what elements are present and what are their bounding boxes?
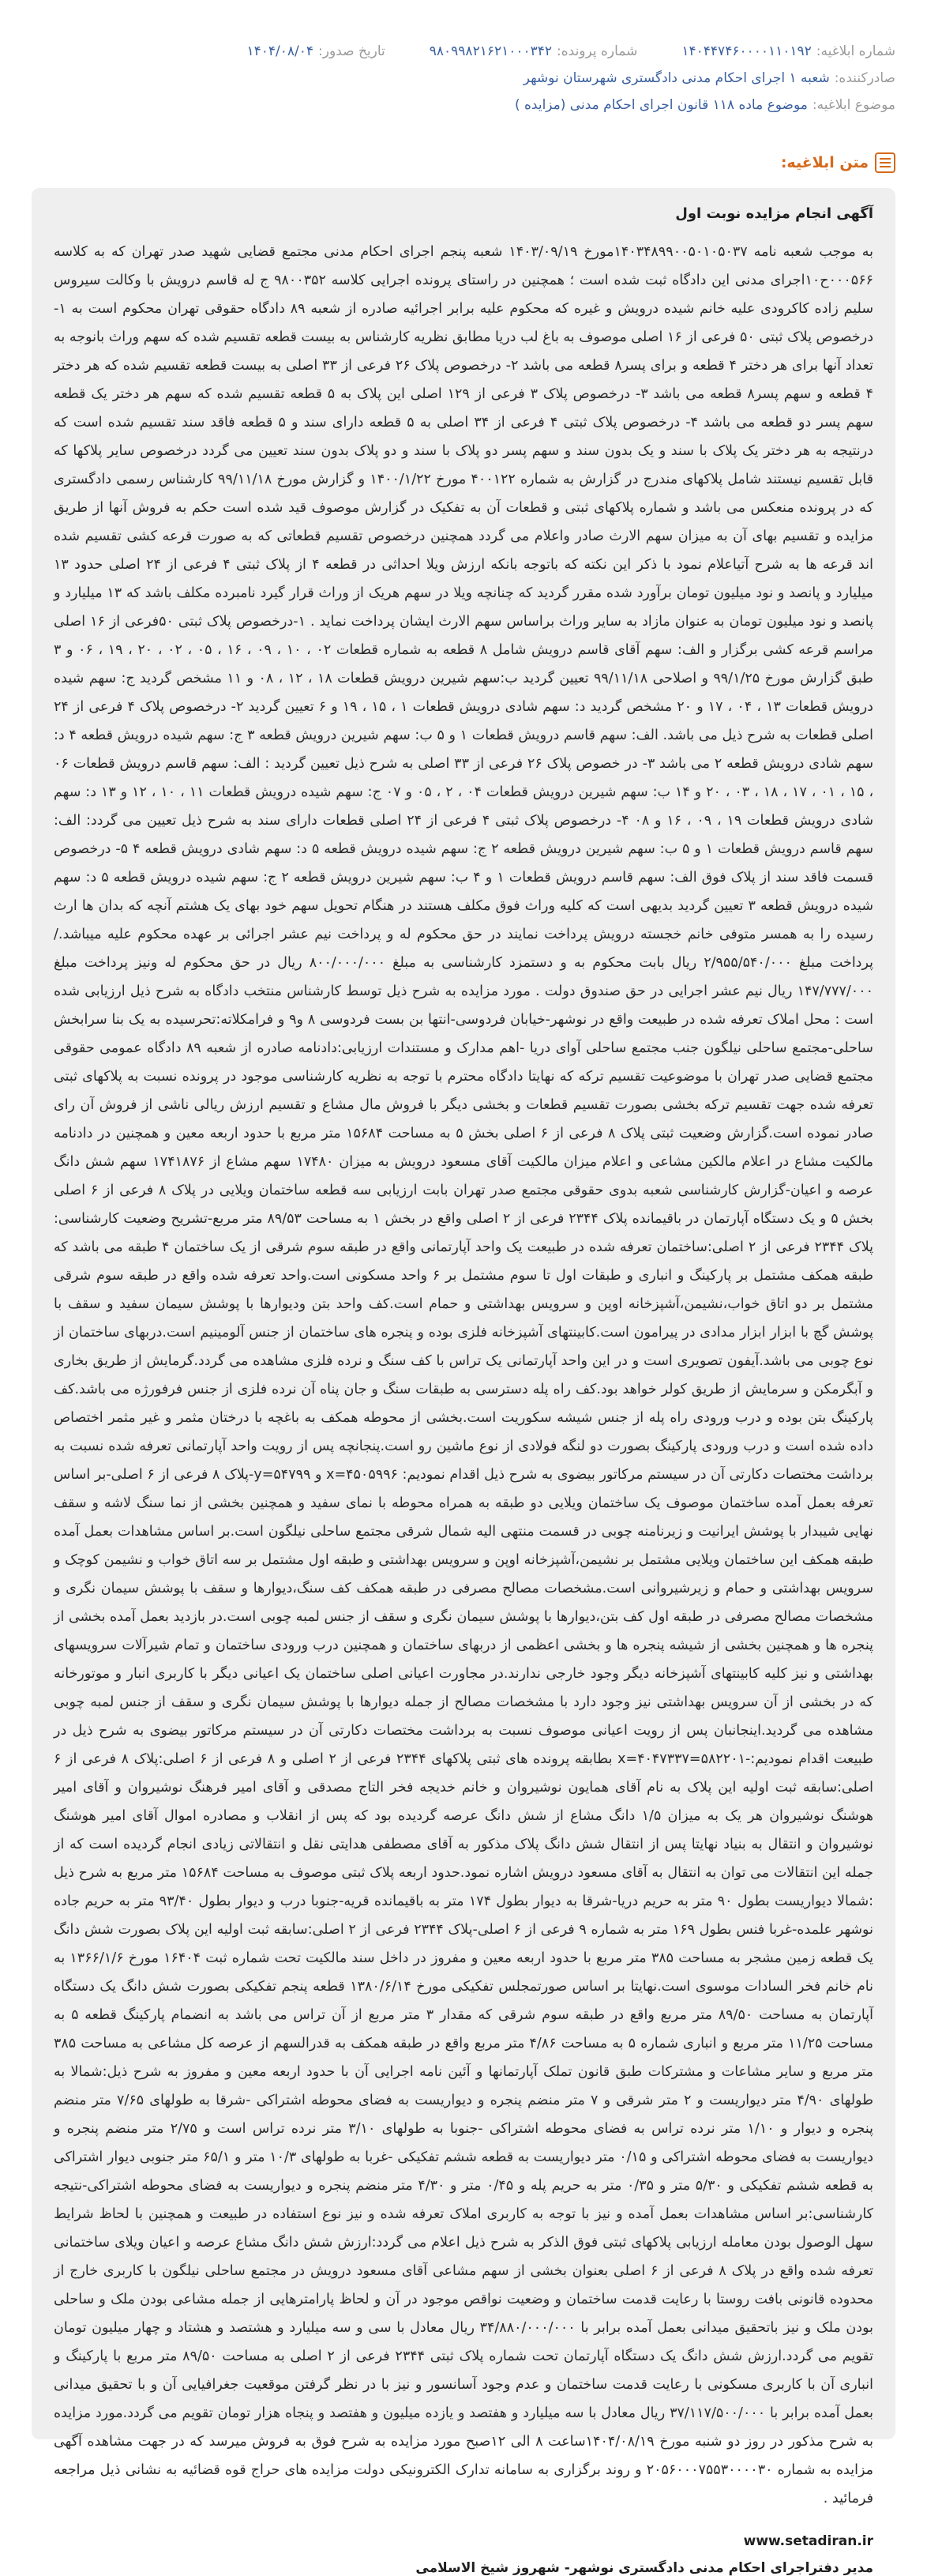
notice-number: ۱۴۰۴۴۷۴۶۰۰۰۰۱۱۰۱۹۲ xyxy=(681,43,812,59)
issue-date-label: تاریخ صدور: xyxy=(318,43,385,59)
subject: موضوع ماده ۱۱۸ قانون اجرای احکام مدنی (مزایده ) xyxy=(514,97,808,113)
notice-title: آگهی انجام مزایده نوبت اول xyxy=(675,205,873,222)
meta-row-subject xyxy=(32,92,895,118)
subject-label: موضوع ابلاغیه: xyxy=(812,97,895,113)
meta-row-numbers xyxy=(32,38,895,65)
notice-meta xyxy=(32,38,895,118)
issuer: شعبه ۱ اجرای احکام مدنی دادگستری شهرستان نوشهر xyxy=(523,70,830,86)
notice-body: به موجب شعبه نامه ۱۴۰۳۴۸۹۹۰۰۵۰۱۰۵۰۳۷مورخ ۱۴۰۳/۰۹/۱۹ شعبه پنجم اجرای احکام مدنی مجتمع قضایی شهید صدر تهران که به کلاسه ۰۰۰۵۶۶ح۱۰اجرای مدنی این دادگاه ثبت شده است ؛ همچنین در راستای پرونده اجرایی کلاسه ۹۸۰۰۳۵۲ ج له قاسم درویش با وکالت سیروس سلیم زاده کاکرودی علیه خانم شیده درویش و غیره که محکوم علیه برابر اجرائیه صادره از شعبه ۸۹ دادگاه حقوقی تهران محکوم است به ۱- درخصوص پلاک ثبتی ۵۰ فرعی از ۱۶ اصلی موصوف به باغ لب دریا مطابق نظریه کارشناس به بیست قطعه تقسیم شده که سهم وراث بانوجه به تعداد آنها برای هر دختر ۴ قطعه و برای پسر۸ قطعه می باشد ۲- درخصوص پلاک ۲۶ فرعی از ۳۳ اصلی به بیست قطعه تقسیم شده که هر دختر ۴ قطعه و سهم پسر۸ قطعه می باشد ۳- درخصوص پلاک ۳ فرعی از ۱۲۹ اصلی این پلاک به ۵ قطعه تقسیم شده که سهم هر دختر یک قطعه سهم پسر دو قطعه می باشد ۴- درخصوص پلاک ثبتی ۴ فرعی از ۳۴ اصلی به ۵ قطعه دارای سند و ۵ قطعه فاقد سند تقسیم شده است که درنتیجه به هر دختر یک پلاک با سند و یک بدون سند و سهم پسر دو پلاک با سند و دو پلاک بدون سند تعیین می گردد درخصوص سایر پلاکها که قابل تقسیم نیستند شامل پلاکهای مندرج در گزارش به شماره ۴۰۰۱۲۲ مورخ ۱۴۰۰/۱/۲۲ و گزارش مورخ ۹۹/۱۱/۱۸ کارشناس رسمی دادگستری که در پرونده منعکس می باشد و شماره پلاکهای ثبتی و قطعات آن به تفکیک در گزارش موصوف قید شده است حکم به فروش آنها از طریق مزایده و تقسیم بهای آن به میزان سهم الارث صادر واعلام می گردد همچنین درخصوص تقسیم قطعاتی که به صورت قرعه کشی تقسیم شده اند قرعه ها به شرح آتیاعلام نمود با ذکر این نکته که باتوجه بانکه ارزش ویلا احداثی در قطعه ۴ از پلاک ثبتی ۴ فرعی از ۲۴ اصلی حدود ۱۳ میلیارد و پانصد و نود میلیون تومان برآورد شده مقرر گردید که چنانچه ویلا در سهم هریک از وراث قرار گیرد نامبرده مکلف باشد که ۱۳ میلیارد و پانصد و نود میلیون تومان به عنوان مازاد به سایر وراث براساس سهم الارث ایشان پرداخت نماید . ۱-درخصوص پلاک ثبتی ۵۰فرعی از ۱۶ اصلی مراسم قرعه کشی برگزار و الف: سهم آقای قاسم درویش شامل ۸ قطعه به شماره قطعات ۰۲ ، ۱۰ ، ۰۹ ، ۱۶ ، ۰۵ ، ۰۲ ، ۲۰ ، ۱۹ ، ۰۶ و ۳ طبق گزارش مورخ ۹۹/۱/۲۵ و اصلاحی ۹۹/۱۱/۱۸ تعیین گردید ب:سهم شیرین درویش قطعات ۱۸ ، ۱۲ ، ۰۸ و ۱۱ مشخص گردید ج: سهم شیده درویش قطعات ۱۳ ، ۰۴ ، ۱۷ و ۲۰ مشخص گردید د: سهم شادی درویش قطعات ۱ ، ۱۵ ، ۱۹ و ۶ تعیین گردید ۲- درخصوص پلاک ۴ فرعی از ۲۴ اصلی قطعات به شرح ذیل می باشد. الف: سهم قاسم درویش قطعات ۱ و ۵ ب: سهم شیرین درویش قطعه ۳ ج: سهم شیده درویش قطعه ۴ د: سهم شادی درویش قطعه ۲ می باشد ۳- در خصوص پلاک ۲۶ فرعی از ۳۳ اصلی به شرح ذیل تعیین گردید : الف: سهم قاسم درویش قطعات ۰۶ ، ۱۵ ، ۰۱ ، ۱۷ ، ۱۸ ، ۰۳ ، ۲۰ و ۱۴ ب: سهم شیرین درویش قطعات ۰۴ ، ۲ ، ۰۵ و ۰۷ ج: سهم شیده درویش قطعات ۱۱ ، ۱۰ ، ۱۲ و ۱۳ د: سهم شادی درویش قطعات ۱۹ ، ۰۹ ، ۱۶ و ۰۸ ۴- درخصوص پلاک ثبتی ۴ فرعی از ۲۴ اصلی قطعات دارای سند به شرح ذیل تعیین می گردد: الف: سهم قاسم درویش قطعات ۱ و ۵ ب: سهم شیرین درویش قطعه ۲ ج: سهم شیده درویش قطعه ۵ د: سهم شادی درویش قطعه ۴ ۵- درخصوص قسمت فاقد سند از پلاک فوق الف: سهم قاسم درویش قطعات ۱ و ۴ ب: سهم شیرین درویش قطعه ۲ ج: سهم شیده درویش قطعه ۵ د: سهم شیده درویش قطعه ۳ تعیین گردید بدیهی است که کلیه وراث فوق مکلف هستند در هنگام تحویل سهم خود بهای یک هشتم آنچه که بدان ها ارث رسیده را به همسر متوفی خانم خجسته درویش پرداخت نمایند در حق محکوم له و پرداخت نیم عشر اجرائی بر عهده محکوم علیه میباشد./پرداخت مبلغ ۲/۹۵۵/۵۴۰/۰۰۰ ریال بابت محکوم به و دستمزد کارشناسی به مبلغ ۸۰۰/۰۰۰/۰۰۰ ریال در حق محکوم له ونیز پرداخت مبلغ ۱۴۷/۷۷۷/۰۰۰ ریال نیم عشر اجرایی در حق صندوق دولت . مورد مزایده به شرح ذیل توسط کارشناس منتخب دادگاه به شرح ذیل ارزیابی شده است : محل املاک تعرفه شده در طبیعت واقع در نوشهر-خیابان فردوسی-انتها بن بست فردوسی ۸ و۹ و فرامکلاته:تحرسیده به یک بنا سرابخش ساحلی-مجتمع ساحلی نیلگون جنب مجتمع ساحلی آوای دریا -اهم مدارک و مستندات ارزیابی:دادنامه صادره از شعبه ۸۹ دادگاه عمومی حقوقی مجتمع قضایی صدر تهران با موضوعیت تقسیم ترکه که نهایتا دادگاه محترم با توجه به نظریه کارشناسی موجود در پرونده نسبت به پلاکهای ثبتی تعرفه شده جهت تقسیم ترکه بخشی بصورت تقسیم قطعات و بخشی دیگر با فروش مال مشاع و تقسیم ارزش ریالی ناشی از فروش آن رای صادر نموده است.گزارش وضعیت ثبتی پلاک ۸ فرعی از ۶ اصلی بخش ۵ به مساحت ۱۵۶۸۴ متر مربع با حدود اربعه معین و همچنین در دادنامه مالکیت مشاع در اعلام مالکین مشاعی و اعلام میزان مالکیت آقای مسعود درویش به میزان ۱۷۴۸۰ سهم مشاع از ۱۷۴۱۸۷۶ سهم شش دانگ عرصه و اعیان-گزارش کارشناسی شعبه بدوی حقوقی مجتمع صدر تهران بابت ارزیابی سه قطعه ساختمان ویلایی در پلاک ۸ فرعی از ۶ اصلی بخش ۵ و یک دستگاه آپارتمان در باقیمانده پلاک ۲۳۴۴ فرعی از ۲ اصلی واقع در بخش ۱ به مساحت ۸۹/۵۳ متر مربع-تشریح وضعیت کارشناسی: پلاک ۲۳۴۴ فرعی از ۲ اصلی:ساختمان تعرفه شده در طبیعت یک واحد آپارتمانی واقع در طبقه سوم شرقی از یک ساختمان ۴ طبقه می باشد که طبقه همکف مشتمل بر پارکینگ و انباری و طبقات اول تا سوم مشتمل بر ۶ واحد مسکونی است.واحد تعرفه شده واقع در طبقه سوم شرقی مشتمل بر دو اتاق خواب،نشیمن،آشپزخانه اوپن و سرویس بهداشتی و حمام است.کف واحد بتن ودیوارها با پوشش سیمان سفید و سقف با پوشش گچ با ابزار ابزار مدادی در پیرامون است.کابینتهای آشپزخانه فلزی بوده و پنجره های ساختمان از جنس آلومینیم است.دربهای ساختمان از نوع چوبی می باشد.آیفون تصویری است و در این واحد آپارتمانی یک تراس با کف سنگ و نرده فلزی مشاهده می گردد.گرمایش از طریق بخاری و آبگرمکن و سرمایش از طریق کولر خواهد بود.کف راه پله دسترسی به طبقات سنگ و جان پناه آن نرده فلزی از جنس فرفورژه می باشد.کف پارکینگ بتن بوده و درب ورودی راه پله از جنس شیشه سکوریت است.بخشی از محوطه همکف به باغچه با درختان مثمر و غیر مثمر اختصاص داده شده است و درب ورودی پارکینگ بصورت دو لنگه فولادی از نوع ماشین رو است.پنجانچه پس از رویت واحد آپارتمانی تعرفه شده نسبت به برداشت مختصات دکارتی آن در سیستم مرکاتور بیضوی به شرح ذیل اقدام نمودیم: x=۴۵۰۵۹۹۶ و y=۵۴۷۹۹-پلاک ۸ فرعی از ۶ اصلی-بر اساس تعرفه بعمل آمده ساختمان موصوف یک ساختمان ویلایی دو طبقه به همراه محوطه با نمای سفید و همچنین بخشی از نما سنگ لاشه و سقف نهایی شیبدار با پوشش ایرانیت و زیرنامنه چوبی در قسمت منتهی الیه شمال شرقی مجتمع ساحلی نیلگون است.بر اساس مشاهدات بعمل آمده طبقه همکف این ساختمان ویلایی مشتمل بر نشیمن،آشپزخانه اوپن و سرویس بهداشتی و طبقه اول مشتمل بر سه اتاق خواب و نشیمن کوچک و سرویس بهداشتی و حمام و زیرشیروانی است.مشخصات مصالح مصرفی در طبقه همکف کف سنگ،دیوارها و سقف با پوشش سیمان نگری و مشخصات مصالح مصرفی در طبقه اول کف بتن،دیوارها با پوشش سیمان نگری و سقف از جنس لمبه چوبی است.در بازدید بعمل آمده بخشی از پنجره ها و همچنین بخشی از شیشه پنجره ها و بخشی اعظمی از دربهای ساختمان و همچنین درب ورودی ساختمان و تمام شیرآلات سرویسهای بهداشتی و نیز کلیه کابینتهای آشپزخانه دیگر وجود خارجی ندارند.در مجاورت اعیانی اصلی ساختمان یک اعیانی دیگر با کاربری انبار و موتورخانه که در بخشی از آن سرویس بهداشتی نیز وجود دارد با مشخصات مصالح از جمله دیوارها با پوشش سیمان نگری و سقف از جنس لمبه چوبی مشاهده می گردید.اینجانبان پس از رویت اعیانی موصوف نسبت به برداشت مختصات دکارتی آن در سیستم مرکاتور بیضوی به شرح ذیل در طبیعت اقدام نمودیم:-۵۸۲۲۰۱=x=۴۰۴۷۳۳۷ بطابقه پرونده های ثبتی پلاکهای ۲۳۴۴ فرعی از ۲ اصلی و ۸ فرعی از ۶ اصلی:پلاک ۸ فرعی از ۶ اصلی:سابقه ثبت اولیه این پلاک به نام آقای همایون نوشیروان و خانم خدیجه فخر التاج مصدقی و آقای امیر فرهنگ نوشیروان و آقای امیر هوشنگ نوشیروان هر یک به میزان ۱/۵ دانگ مشاع از شش دانگ عرصه گردیده بود که پس از انقلاب و مصادره اموال آقای امیر هوشنگ نوشیروان و انتقال به بنیاد نهایتا پس از انتقال شش دانگ پلاک مذکور به آقای مصطفی هدایتی نقل و انتقالاتی زیادی انجام گردیده است که از جمله این انتقالات می توان به انتقال به آقای مسعود درویش اشاره نمود.حدود اربعه پلاک ثبتی موصوف به مساحت ۱۵۶۸۴ متر مربع به شرح ذیل :شمالا دیواریست بطول ۹۰ متر به حریم دریا-شرقا به دیوار بطول ۱۷۴ متر به باقیمانده قریه-جنوبا درب و دیوار بطول ۹۳/۴۰ متر به حریم جاده نوشهر علمده-غربا فنس بطول ۱۶۹ متر به شماره ۹ فرعی از ۶ اصلی-پلاک ۲۳۴۴ فرعی از ۲ اصلی:سابقه ثبت اولیه این پلاک بصورت شش دانگ یک قطعه زمین مشجر به مساحت ۳۸۵ متر مربع با حدود اربعه معین و مفروز در داخل سند مالکیت تحت شماره ثبت ۱۶۴۰۴ مورخ ۱۳۶۶/۱/۶ به نام خانم فخر السادات موسوی است.نهایتا بر اساس صورتمجلس تفکیکی مورخ ۱۳۸۰/۶/۱۴ قطعه پنجم تفکیکی بصورت شش دانگ یک دستگاه آپارتمان به مساحت ۸۹/۵۰ متر مربع واقع در طبقه سوم شرقی که مقدار ۳ متر مربع از آن تراس می باشد به انضمام پارکینگ قطعه ۵ به مساحت ۱۱/۲۵ متر مربع و انباری شماره ۵ به مساحت ۴/۸۶ متر مربع واقع در طبقه همکف به قدرالسهم از عرصه کل مشاعی به مساحت ۳۸۵ متر مربع و سایر مشاعات و مشترکات طبق قانون تملک آپارتمانها و آئین نامه اجرایی آن با حدود اربعه معین و مفروز به شرح ذیل:شمالا به طولهای ۴/۹۰ متر دیواریست و ۲ متر شرقی و ۷ متر منضم پنجره و دیواریست به فضای محوطه اشتراکی -شرقا به طولهای ۷/۶۵ متر منضم پنجره و دیوار و ۱/۱۰ متر نرده تراس به فضای محوطه اشتراکی -جنوبا به طولهای ۳/۱۰ متر نرده تراس است و ۲/۷۵ متر منضم پنجره و دیواریست به فضای محوطه اشتراکی و ۰/۱۵ متر دیواریست به قطعه ششم تفکیکی -غربا به طولهای ۱۰/۳ متر و ۶۵/۱ متر جنوبی دیوار اشتراکی به قطعه ششم تفکیکی و ۵/۳۰ متر و ۰/۳۵ متر به حریم پله و ۰/۴۵ متر و ۴/۳۰ متر منضم پنجره و دیواریست به فضای محوطه اشتراکی-نتیجه کارشناسی:بر اساس مشاهدات بعمل آمده و نیز با توجه به کاربری املاک تعرفه شده و نیز نوع استفاده در طبیعت و همچنین با لحاظ شرایط سهل الوصول بودن معامله ارزیابی پلاکهای ثبتی فوق الذکر به شرح ذیل اعلام می گردد:ارزش شش دانگ مشاع عرصه و اعیان ویلای ساختمانی تعرفه شده واقع در پلاک ۸ فرعی از ۶ اصلی بعنوان بخشی از سهم مشاعی آقای مسعود درویش در مجتمع ساحلی نیلگون با کاربری خارج از محدوده قانونی بافت روستا با رعایت قدمت ساختمان و وضعیت نواقص موجود در آن و لحاظ پارامترهایی از جمله مشاعی بودن ملک و ساحلی بودن ملک و نیز باتحقیق میدانی بعمل آمده برابر با ۳۴/۸۸۰/۰۰۰/۰۰۰ ریال معادل با سی و سه میلیارد و هشتصد و هشتاد و چهار میلیون تومان تقویم می گردد.ارزش شش دانگ یک دستگاه آپارتمان تحت شماره پلاک ثبتی ۲۳۴۴ فرعی از ۲ اصلی به مساحت ۸۹/۵۰ متر مربع با پارکینگ و انباری آن با کاربری مسکونی با رعایت قدمت ساختمان و عدم وجود آسانسور و نیز با در نظر گرفتن موقعیت جغرافیایی آن و با تحقیق میدانی بعمل آمده برابر با ۳۷/۱۱۷/۵۰۰/۰۰۰ ریال معادل با سه میلیارد و هفتصد و یازده میلیون و هفتصد و پنجاه هزار تومان تقویم می گردد.مورد مزایده به شرح مذکور در روز دو شنبه مورخ ۱۴۰۴/۰۸/۱۹ساعت ۸ الی ۱۲صبح مورد مزایده به شرح فوق به فروش میرسد که در جهت مشاهده آگهی مزایده به شماره ۲۰۵۶۰۰۰۷۵۵۳۰۰۰۰۳۰ و روند برگزاری به سامانه تدارک الکترونیکی دولت مزایده های حراج قوه قضائیه به نشانی ذیل مراجعه فرمائید . xyxy=(54,244,874,2506)
notice-number-label: شماره ابلاغیه: xyxy=(816,43,895,59)
case-number: ۹۸۰۹۹۸۲۱۶۲۱۰۰۰۳۴۲ xyxy=(429,43,553,59)
website-link[interactable]: www.setadiran.ir xyxy=(743,2533,873,2549)
meta-row-issuer xyxy=(32,65,895,92)
notice-text-header xyxy=(781,152,895,173)
notice-card xyxy=(32,188,895,2576)
issuer-label: صادرکننده: xyxy=(834,70,895,86)
document-text-icon xyxy=(875,152,895,173)
signature: مدیر دفتراجرای احکام مدنی دادگستری نوشهر- شهروز شیخ الاسلامی xyxy=(415,2560,873,2576)
issue-date: ۱۴۰۴/۰۸/۰۴ xyxy=(246,43,314,59)
notice-text-title: متن ابلاغیه: xyxy=(780,154,869,171)
case-number-label: شماره پرونده: xyxy=(557,43,638,59)
